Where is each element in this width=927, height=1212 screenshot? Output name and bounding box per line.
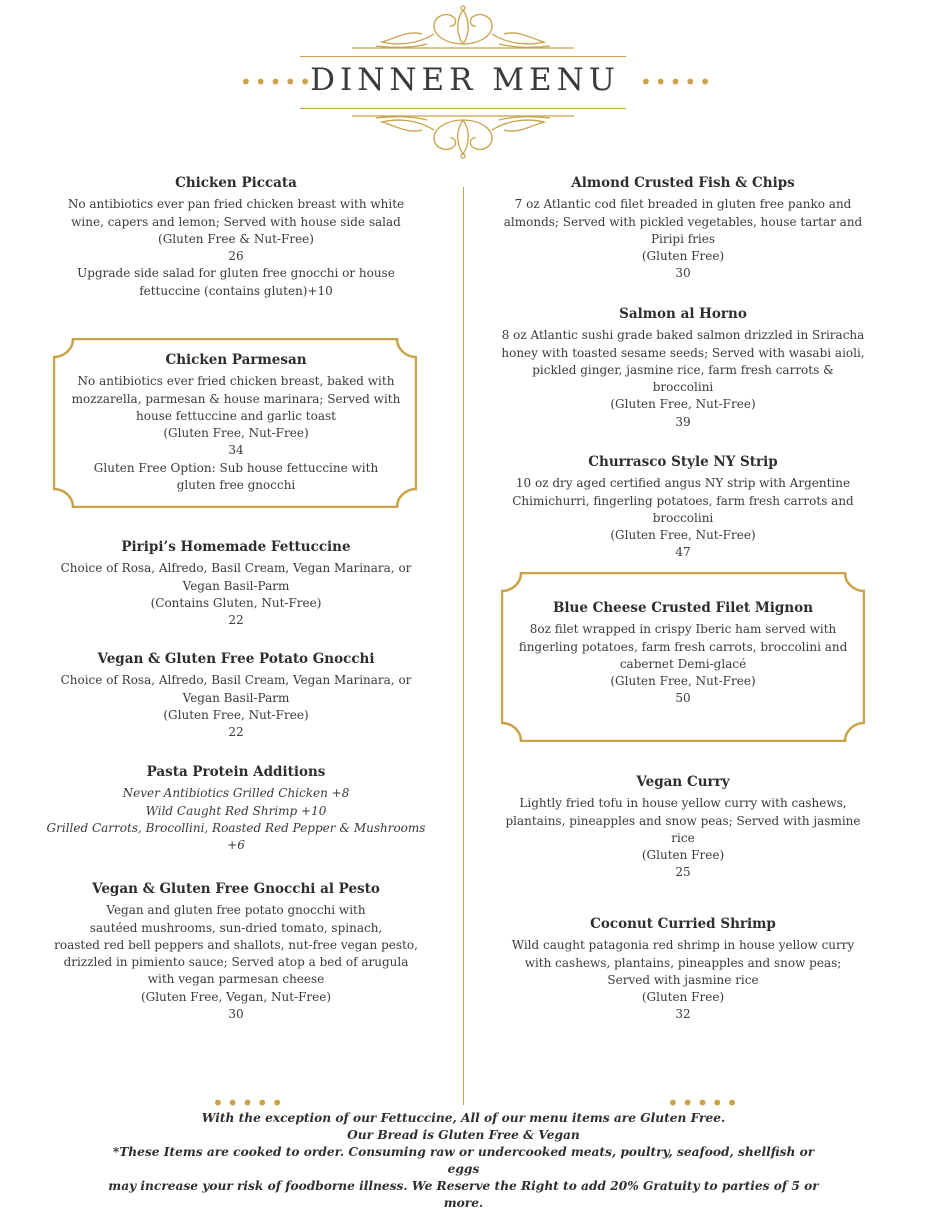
menu-item-potato-gnocchi — [36, 651, 436, 741]
item-price: 25 — [675, 865, 691, 880]
item-description-line: roasted red bell peppers and shallots, nut-free vegan pesto, — [54, 937, 418, 952]
menu-item-chicken-piccata — [36, 175, 436, 300]
item-option-note: gluten free gnocchi — [176, 478, 296, 493]
item-price: 22 — [228, 613, 244, 628]
item-description-line: Vegan Basil-Parm — [182, 690, 290, 705]
item-description-line: 7 oz Atlantic cod filet breaded in gluten free panko and — [514, 197, 852, 212]
item-description-line: pickled ginger, jasmine rice, farm fresh carrots & — [532, 362, 834, 377]
item-option-note: Gluten Free Option: Sub house fettuccine with — [93, 460, 379, 475]
item-dietary-note: (Gluten Free, Nut-Free) — [610, 397, 756, 412]
column-divider — [463, 187, 464, 1105]
footer-line: more. — [443, 1196, 484, 1210]
item-dietary-note: (Gluten Free) — [641, 249, 725, 264]
item-price: 22 — [228, 725, 244, 740]
item-dietary-note: (Gluten Free, Nut-Free) — [163, 707, 309, 722]
menu-item-homemade-fettuccine — [36, 539, 436, 629]
menu-item-vegan-curry — [483, 774, 883, 882]
item-name: Pasta Protein Additions — [146, 764, 326, 780]
item-price: 39 — [675, 414, 691, 429]
menu-item-coconut-curried-shrimp — [483, 916, 883, 1024]
dots-ornament-left: ••••• — [240, 70, 314, 94]
menu-item-filet-mignon — [483, 600, 883, 708]
footer-notes — [100, 1110, 827, 1212]
item-description-line: with cashews, plantains, pineapples and snow peas; — [524, 955, 842, 970]
item-dietary-note: (Gluten Free, Nut-Free) — [163, 426, 309, 441]
item-upgrade-note: Upgrade side salad for gluten free gnocchi or house — [77, 266, 395, 281]
item-name: Almond Crusted Fish & Chips — [571, 175, 795, 191]
item-description-line: 8 oz Atlantic sushi grade baked salmon drizzled in Sriracha — [501, 328, 865, 343]
item-description-line: Chimichurri, fingerling potatoes, farm fresh carrots and — [512, 493, 854, 508]
item-description-line: cabernet Demi-glacé — [619, 656, 747, 671]
item-name: Chicken Piccata — [175, 175, 297, 191]
item-price: 30 — [675, 266, 691, 281]
item-upgrade-note: fettuccine (contains gluten)+10 — [139, 283, 333, 298]
item-price: 47 — [675, 545, 691, 560]
item-description-line: mozzarella, parmesan & house marinara; Served with — [71, 391, 401, 406]
addition-line: Never Antibiotics Grilled Chicken +8 — [122, 786, 350, 801]
menu-item-pasta-protein-additions — [36, 764, 436, 854]
item-description-line: 10 oz dry aged certified angus NY strip with Argentine — [515, 476, 851, 491]
menu-item-gnocchi-al-pesto — [36, 881, 436, 1023]
item-description-line: Wild caught patagonia red shrimp in house yellow curry — [511, 938, 855, 953]
item-price: 34 — [228, 443, 244, 458]
menu-item-salmon-al-horno — [483, 306, 883, 431]
item-description-line: Choice of Rosa, Alfredo, Basil Cream, Vegan Marinara, or — [60, 673, 412, 688]
item-description-line: sautéed mushrooms, sun-dried tomato, spinach, — [89, 920, 383, 935]
flourish-ornament-top — [352, 4, 574, 50]
item-description-line: broccolini — [652, 510, 714, 525]
item-description-line: almonds; Served with pickled vegetables, house tartar and — [503, 214, 863, 229]
dots-ornament-footer-right: ••••• — [667, 1091, 741, 1115]
item-name: Chicken Parmesan — [165, 352, 307, 368]
item-description-line: Vegan and gluten free potato gnocchi with — [106, 903, 366, 918]
item-description-line: house fettuccine and garlic toast — [136, 408, 336, 423]
item-description-line: fingerling potatoes, farm fresh carrots, broccolini and — [518, 639, 848, 654]
title-rule-bottom — [300, 108, 626, 109]
item-price: 32 — [675, 1007, 691, 1022]
item-price: 50 — [675, 691, 691, 706]
footer-line: may increase your risk of foodborne illness. We Reserve the Right to add 20% Gratuity to parties of 5 or — [108, 1179, 819, 1193]
item-description-line: No antibiotics ever fried chicken breast, baked with — [77, 374, 395, 389]
item-description-line: Lightly fried tofu in house yellow curry with cashews, — [519, 796, 847, 811]
item-description-line: Choice of Rosa, Alfredo, Basil Cream, Vegan Marinara, or — [60, 561, 412, 576]
item-description-line: rice — [671, 830, 695, 845]
item-description-line: wine, capers and lemon; Served with house side salad — [71, 214, 401, 229]
item-name: Vegan & Gluten Free Gnocchi al Pesto — [92, 881, 380, 897]
item-dietary-note: (Gluten Free) — [641, 848, 725, 863]
item-name: Piripi’s Homemade Fettuccine — [121, 539, 351, 555]
item-price: 26 — [228, 249, 244, 264]
addition-line: Grilled Carrots, Brocollini, Roasted Red Pepper & Mushrooms +6 — [46, 820, 426, 853]
item-description-line: 8oz filet wrapped in crispy Iberic ham served with — [529, 622, 837, 637]
item-dietary-note: (Gluten Free, Vegan, Nut-Free) — [140, 989, 332, 1004]
footer-line: *These Items are cooked to order. Consuming raw or undercooked meats, poultry, seafood, shellfish or eggs — [112, 1145, 815, 1176]
title-rule-top — [300, 56, 626, 57]
item-description-line: broccolini — [652, 380, 714, 395]
item-description-line: No antibiotics ever pan fried chicken breast with white — [67, 197, 405, 212]
item-description-line: Vegan Basil-Parm — [182, 578, 290, 593]
item-description-line: Piripi fries — [650, 231, 716, 246]
item-dietary-note: (Gluten Free) — [641, 990, 725, 1005]
item-name: Churrasco Style NY Strip — [588, 454, 778, 470]
menu-item-fish-and-chips — [483, 175, 883, 283]
item-name: Vegan & Gluten Free Potato Gnocchi — [97, 651, 375, 667]
flourish-ornament-bottom — [352, 114, 574, 160]
dots-ornament-right: ••••• — [640, 70, 714, 94]
item-name: Salmon al Horno — [619, 306, 747, 322]
dots-ornament-footer-left: ••••• — [212, 1091, 286, 1115]
item-description-line: plantains, pineapples and snow peas; Served with jasmine — [505, 813, 861, 828]
item-name: Vegan Curry — [636, 774, 730, 790]
item-dietary-note: (Gluten Free, Nut-Free) — [610, 528, 756, 543]
item-name: Blue Cheese Crusted Filet Mignon — [552, 600, 814, 616]
item-dietary-note: (Gluten Free, Nut-Free) — [610, 674, 756, 689]
item-description-line: Served with jasmine rice — [607, 972, 759, 987]
footer-line: With the exception of our Fettuccine, All of our menu items are Gluten Free. — [201, 1111, 726, 1125]
item-description-line: drizzled in pimiento sauce; Served atop a bed of arugula — [63, 955, 409, 970]
item-description-line: with vegan parmesan cheese — [147, 972, 325, 987]
item-dietary-note: (Contains Gluten, Nut-Free) — [150, 595, 322, 610]
footer-line: Our Bread is Gluten Free & Vegan — [347, 1128, 580, 1142]
item-name: Coconut Curried Shrimp — [590, 916, 776, 932]
item-dietary-note: (Gluten Free & Nut-Free) — [158, 231, 314, 246]
menu-item-churrasco-ny-strip — [483, 454, 883, 562]
item-price: 30 — [228, 1007, 244, 1022]
item-description-line: honey with toasted sesame seeds; Served with wasabi aioli, — [501, 345, 865, 360]
menu-item-chicken-parmesan — [36, 352, 436, 494]
page-title: DINNER MENU — [310, 62, 620, 98]
addition-line: Wild Caught Red Shrimp +10 — [145, 803, 327, 818]
